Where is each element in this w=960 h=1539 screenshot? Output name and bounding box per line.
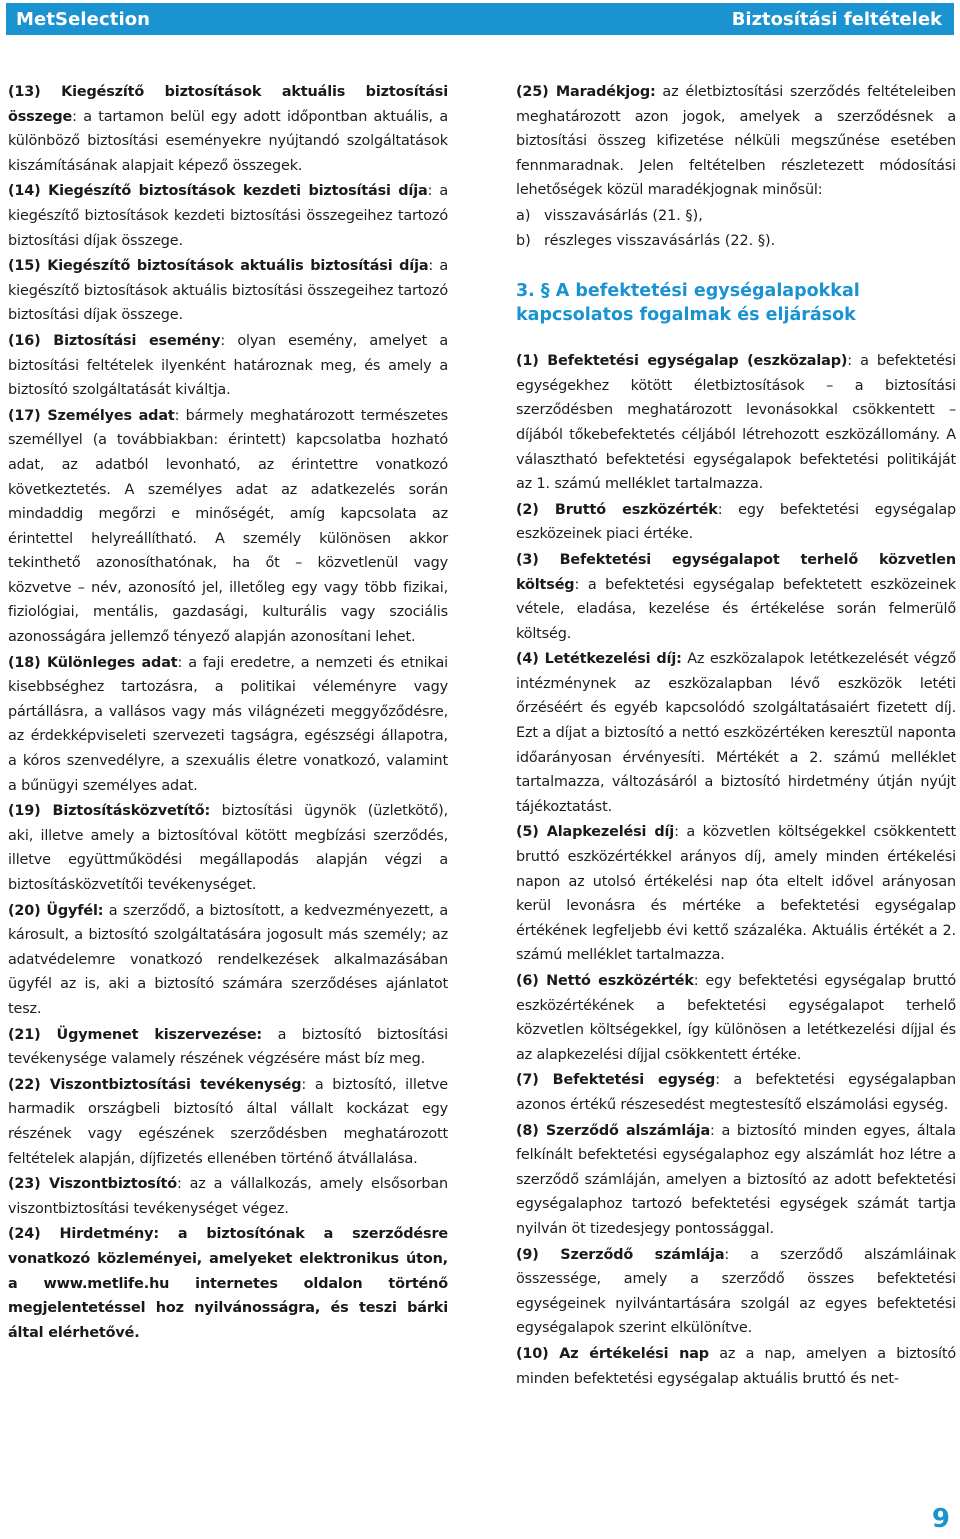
definition-paragraph <box>8 899 448 1022</box>
definition: a biztosító biztosítási tevékenysége valamely részének végzésére mást bíz meg. <box>8 1026 448 1068</box>
definition: : bármely meghatározott természetes személlyel (a továbbiakban: érintett) kapcsolatba hozható adat, az adatból levonható, az érintettre vonatkozó következtetés. A személyes adat az adatkezelés során mindaddig megőrzi e minőségét, amíg kapcsolata az érintettel helyreállítható. A személy különösen akkor tekinthető azonosíthatónak, ha őt – közvetlenül vagy közvetve – név, azonosító jel, illetőleg egy vagy több fizikai, fiziológiai, mentális, gazdasági, kulturális vagy szociális azonosságára jellemző tényező alapján azonosítani lehet. <box>8 407 448 646</box>
page-number: 9 <box>931 1504 950 1534</box>
definition: biztosítási ügynök (üzletkötő), aki, illetve amely a biztosítóval kötött megbízási szerződés, illetve együttműködési megállapodás alapján végzi a biztosításközvetítői tevékenységet. <box>8 803 448 893</box>
definition-paragraph <box>516 1068 956 1117</box>
term: (19) Biztosításközvetítő: <box>8 803 211 820</box>
paragraph-maradekjog <box>516 80 956 203</box>
definition: : a tartamon belül egy adott időpontban aktuális, a különböző biztosítási eseményekre nyújtandó szolgáltatások kiszámításának alapjait képező összegek. <box>8 108 448 174</box>
definition: : az a vállalkozás, amely elsősorban viszontbiztosítási tevékenységet végez. <box>8 1176 448 1217</box>
definition: : a közvetlen költségekkel csökkentett bruttó eszközértékkel arányos díj, amely minden értékelési napon az utolsó értékelési nap óta eltelt idővel arányosan kerül levonásra és mértéke a befektetési egységalap értékének legfeljebb évi kettő százaléka. Aktuális értékét a 2. számú melléklet tartalmazza. <box>516 824 956 964</box>
definition-paragraph <box>516 1342 956 1391</box>
definition: : egy befektetési egységalap eszközeinek piaci értéke. <box>516 501 956 543</box>
definition: : a biztosító, illetve harmadik országbeli biztosító által vállalt kockázat egy részének vagy egészének szerződésben meghatározott feltételek alapján, díjfizetés ellenében történő átvállalása. <box>8 1076 448 1167</box>
definition: : a befektetési egységalapban azonos értékű részesedést megtestesítő elszámolási egység. <box>516 1072 956 1113</box>
definition-paragraph <box>516 1243 956 1341</box>
term: (8) Szerződő alszámlája <box>516 1122 711 1139</box>
term: (15) Kiegészítő biztosítások aktuális biztosítási díja <box>8 258 429 275</box>
term: (25) Maradékjog: <box>516 84 656 100</box>
definition: az életbiztosítási szerződés feltételeiben meghatározott azon jogok, amelyek a szerződésnek a biztosítási összeg kifizetése nélküli megszűnése esetében fennmaradnak. Jelen feltételben részletezett módosítási lehetőségek közül maradékjognak minősül: <box>516 84 957 199</box>
definition-paragraph <box>8 1222 448 1345</box>
definition-paragraph <box>516 548 956 646</box>
definition-paragraph <box>8 651 448 799</box>
term: (14) Kiegészítő biztosítások kezdeti biztosítási díja <box>8 183 428 200</box>
list-text: visszavásárlás (21. §), <box>544 207 703 224</box>
list-label: b) <box>516 232 531 249</box>
definition: az a nap, amelyen a biztosító minden befektetési egységalap aktuális bruttó és net- <box>516 1345 956 1387</box>
term: (1) Befektetési egységalap (eszközalap) <box>516 353 848 370</box>
term: (16) Biztosítási esemény <box>8 332 221 349</box>
term: (23) Viszontbiztosító <box>8 1176 177 1193</box>
definition: : egy befektetési egységalap bruttó eszközértékének a befektetési egységalapot terhelő közvetlen költségekkel, így különösen a letétkezelési díjjal és az alapkezelési díjjal csökkentett értéke. <box>516 973 956 1063</box>
term: (6) Nettó eszközérték <box>516 973 694 989</box>
left-column <box>8 80 448 1346</box>
definition-paragraph <box>516 1119 956 1242</box>
section-heading: 3. § A befektetési egységalapokkal kapcsolatos fogalmak és eljárások <box>516 281 860 326</box>
term: (13) Kiegészítő biztosítások aktuális biztosítási összege <box>8 84 448 125</box>
definition-list <box>516 349 956 1391</box>
definition-paragraph <box>516 349 956 497</box>
term: (10) Az értékelési nap <box>516 1345 709 1362</box>
term: (17) Személyes adat <box>8 407 175 424</box>
list-text: részleges visszavásárlás (22. §). <box>544 232 776 249</box>
definition-paragraph <box>8 1073 448 1171</box>
definition: : a szerződő alszámláinak összessége, amely a szerződő összes befektetési egységeinek nyilvántartására szolgál az egyes befektetési egységalapok szerint elkülönítve. <box>516 1246 956 1337</box>
document-title: Biztosítási feltételek <box>731 8 942 30</box>
term: (18) Különleges adat <box>8 654 178 671</box>
term: (3) Befektetési egységalapot terhelő közvetlen költség <box>516 551 956 593</box>
term: (24) Hirdetmény: a biztosítónak a szerződésre vonatkozó közleményei, amelyeket elektronikus úton, a www.metlife.hu internetes oldalon történő megjelentetéssel hoz nyilvánosságra, és teszi bárki által elérhetővé. <box>8 1226 448 1341</box>
definition-paragraph <box>516 820 956 968</box>
definition-paragraph <box>8 799 448 897</box>
term: (2) Bruttó eszközérték <box>516 501 718 518</box>
definition: : a kiegészítő biztosítások aktuális biztosítási összegeihez tartozó biztosítási díjak összege. <box>8 258 448 324</box>
list-label: a) <box>516 207 531 224</box>
term: (22) Viszontbiztosítási tevékenység <box>8 1076 302 1093</box>
definition: : a befektetési egységekhez kötött életbiztosítások – a biztosítási szerződésben meghatározott levonásokkal csökkentett – díjából tőkebefektetés céljából létrehozott eszközállomány. A választható befektetési egységalapok befektetési politikáját az 1. számú melléklet tartalmazza. <box>516 353 957 493</box>
definition: : a kiegészítő biztosítások kezdeti biztosítási összegeihez tartozó biztosítási díjak összege. <box>8 183 448 249</box>
term: (4) Letétkezelési díj: <box>516 651 682 668</box>
term: (21) Ügymenet kiszervezése: <box>8 1026 263 1043</box>
definition-paragraph <box>8 254 448 328</box>
definition-paragraph <box>8 1023 448 1072</box>
definition-paragraph <box>8 329 448 403</box>
definition-paragraph <box>8 179 448 253</box>
definition-paragraph <box>8 404 448 650</box>
definition-paragraph <box>516 969 956 1067</box>
definition-paragraph <box>8 1172 448 1221</box>
list-item <box>516 204 956 229</box>
term: (5) Alapkezelési díj <box>516 824 675 841</box>
brand-name: MetSelection <box>16 8 151 30</box>
right-column <box>516 80 956 1392</box>
definition: a szerződő, a biztosított, a kedvezményezett, a károsult, a biztosító szolgáltatására jogosult más személy; az adatvédelemre vonatkozó rendelkezések alkalmazásában ügyfél az is, aki a biztosító számára szerződéses ajánlatot tesz. <box>8 902 448 1017</box>
list-item <box>516 229 956 254</box>
term: (7) Befektetési egység <box>516 1072 716 1089</box>
definition-paragraph <box>516 647 956 819</box>
definition: : a biztosító minden egyes, általa felkínált befektetési egységalaphoz egy alszámlát hoz létre a szerződő számláján, amelyen a biztosító az adott befektetési egységalaphoz tartozó befektetési egységek számát tartja nyilván öt tizedesjegy pontossággal. <box>516 1122 956 1237</box>
definition: : olyan esemény, amelyet a biztosítási feltételek ilyenként határoznak meg, és amely a biztosító szolgáltatását kiváltja. <box>8 332 448 399</box>
definition: : a befektetési egységalap befektetett eszközeinek vétele, eladása, kezelése és értékelése során felmerülő költség. <box>516 576 956 642</box>
header-bar <box>6 3 954 35</box>
definition-paragraph <box>8 80 448 178</box>
definition: Az eszközalapok letétkezelését végző intézménynek az eszközalapban lévő eszközök letéti őrzéséért és egyéb kapcsolódó szolgáltatásaiért fizetett díj. Ezt a díjat a biztosító a nettó eszközértéken keresztül naponta időarányosan érvényesíti. Mértékét a 2. számú melléklet tartalmazza, változásáról a biztosító hirdetmény útján nyújt tájékoztatást. <box>516 651 956 815</box>
term: (9) Szerződő számlája <box>516 1246 725 1263</box>
term: (20) Ügyfél: <box>8 902 104 919</box>
definition-paragraph <box>516 498 956 547</box>
definition: : a faji eredetre, a nemzeti és etnikai kisebbséghez tartozásra, a politikai véleményre vagy pártállásra, a vallásos vagy más világnézeti meggyőződésre, az érdekképviseleti szervezeti tagságra, egészségi állapotra, a kóros szenvedélyre, a szexuális életre vonatkozó, valamint a bűnügyi személyes adat. <box>8 654 448 794</box>
